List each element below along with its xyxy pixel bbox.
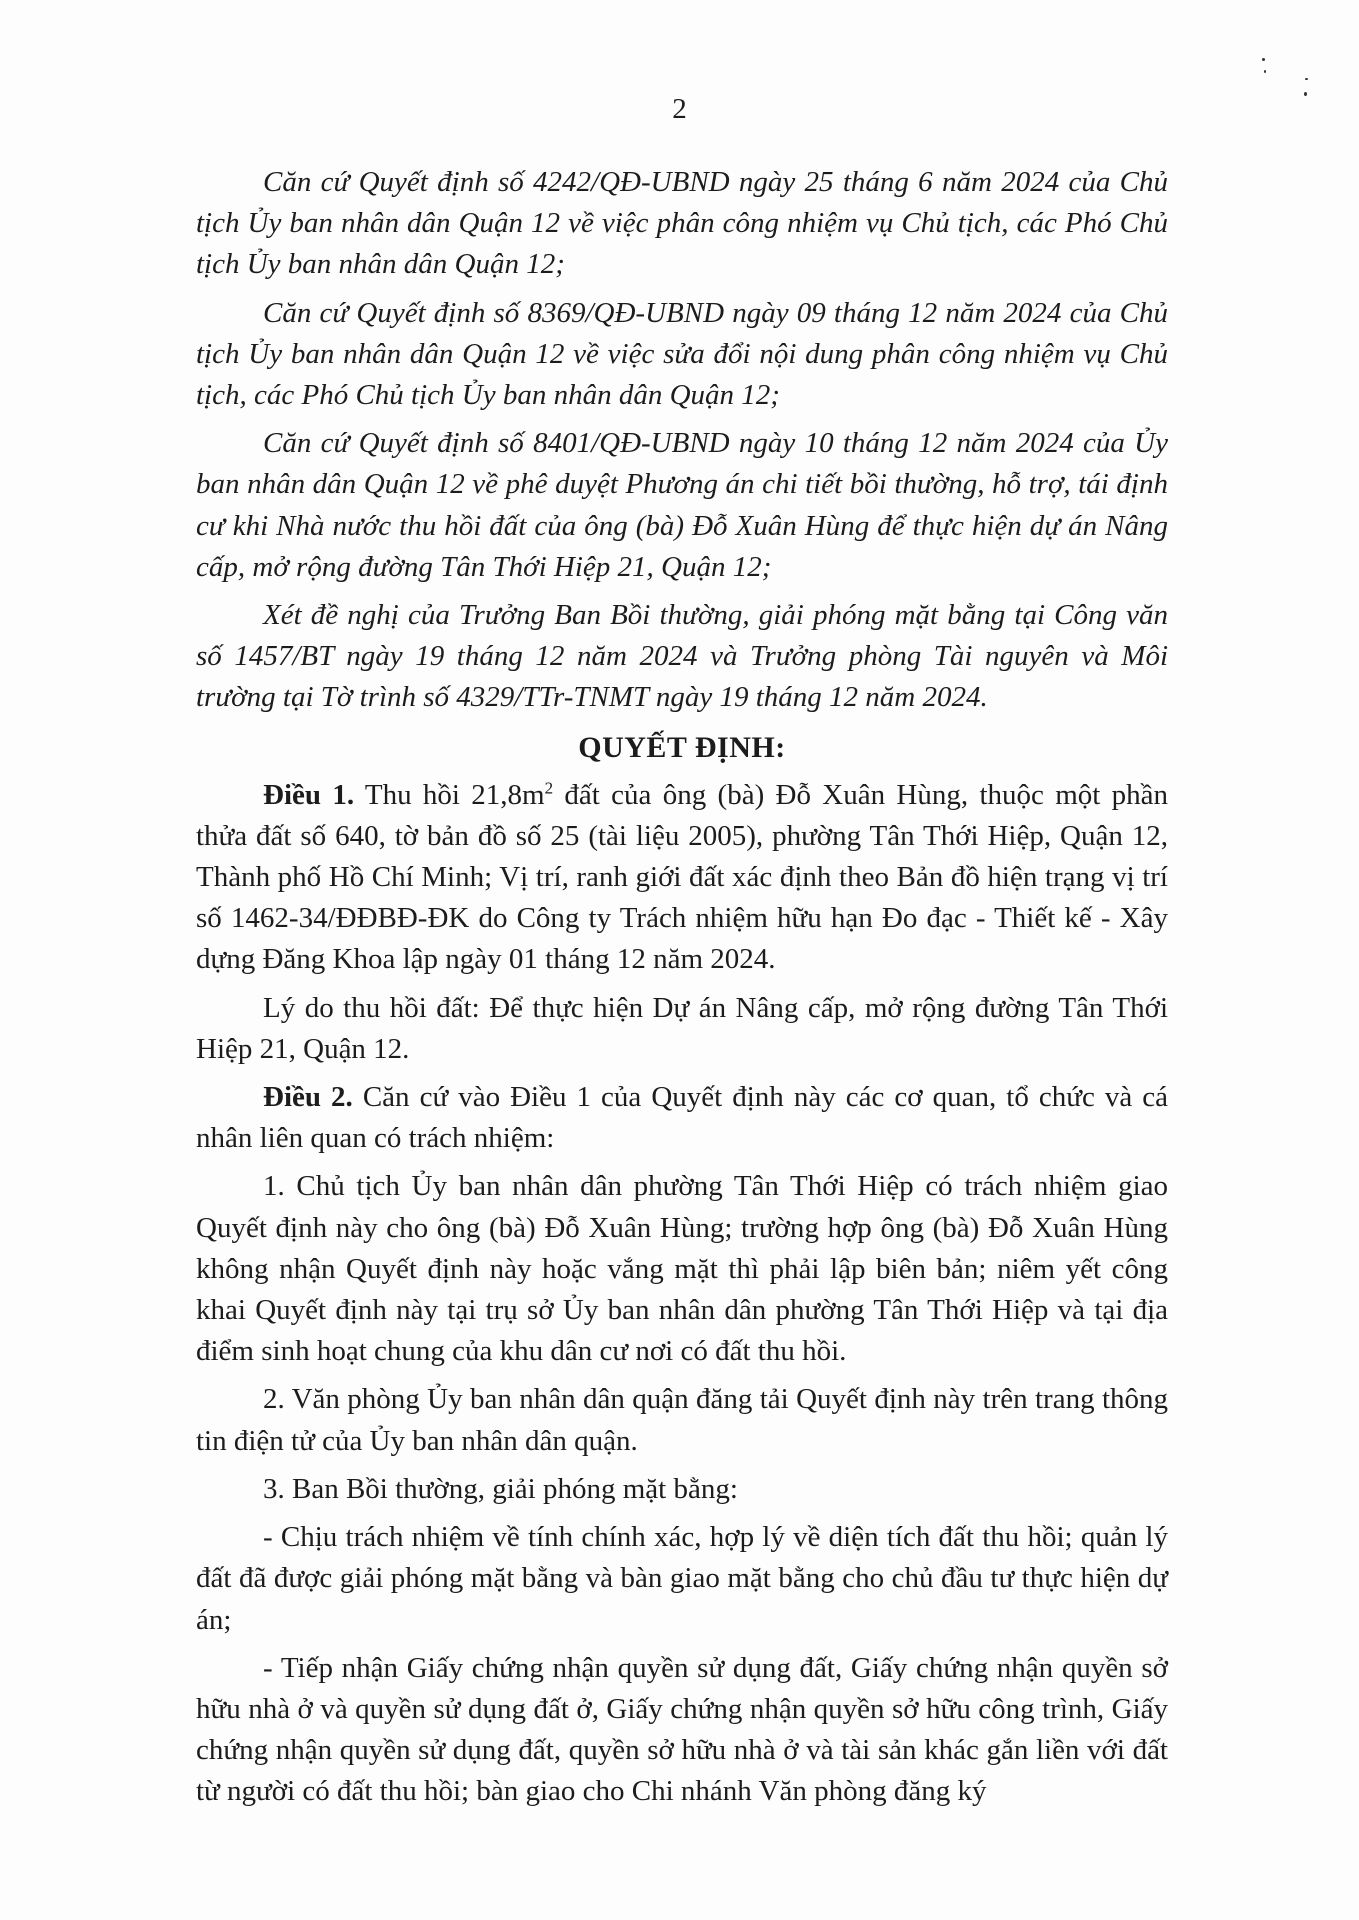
preamble-paragraph: Căn cứ Quyết định số 8369/QĐ-UBND ngày 09 tháng 12 năm 2024 của Chủ tịch Ủy ban nhân dân Quận 12 về việc sửa đổi nội dung phân công nhiệm vụ Chủ tịch, các Phó Chủ tịch Ủy ban nhân dân Quận 12; bbox=[196, 296, 1168, 412]
decision-heading: QUYẾT ĐỊNH: bbox=[578, 730, 786, 764]
preamble-paragraph: Căn cứ Quyết định số 8401/QĐ-UBND ngày 10 tháng 12 năm 2024 của Ủy ban nhân dân Quận 12 về phê duyệt Phương án chi tiết bồi thường, hỗ trợ, tái định cư khi Nhà nước thu hồi đất của ông (bà) Đỗ Xuân Hùng để thực hiện dự án Nâng cấp, mở rộng đường Tân Thới Hiệp 21, Quận 12; bbox=[196, 427, 1168, 583]
scan-speck bbox=[1264, 70, 1266, 73]
area-unit-exponent: 2 bbox=[544, 777, 554, 797]
scan-speck bbox=[1305, 78, 1308, 80]
scan-speck bbox=[1304, 92, 1307, 96]
page-number: 2 bbox=[672, 93, 687, 125]
article-1-paragraph bbox=[196, 775, 1168, 981]
article-2-item: 2. Văn phòng Ủy ban nhân dân quận đăng tải Quyết định này trên trang thông tin điện tử của Ủy ban nhân dân quận. bbox=[196, 1383, 1168, 1457]
article-1-text-cont: đất của ông (bà) Đỗ Xuân Hùng, thuộc một phần thửa đất số 640, tờ bản đồ số 25 (tài liệu 2005), phường Tân Thới Hiệp, Quận 12, Thành phố Hồ Chí Minh; Vị trí, ranh giới đất xác định theo Bản đồ hiện trạng vị trí số 1462-34/ĐĐBĐ-ĐK do Công ty Trách nhiệm hữu hạn Đo đạc - Thiết kế - Xây dựng Đăng Khoa lập ngày 01 tháng 12 năm 2024. bbox=[196, 778, 1168, 976]
article-2-paragraph bbox=[196, 1077, 1168, 1159]
article-2-item: 3. Ban Bồi thường, giải phóng mặt bằng: bbox=[263, 1472, 738, 1505]
article-2-label: Điều 2. bbox=[263, 1081, 353, 1114]
preamble-paragraph: Xét đề nghị của Trưởng Ban Bồi thường, giải phóng mặt bằng tại Công văn số 1457/BT ngày 19 tháng 12 năm 2024 và Trưởng phòng Tài nguyên và Môi trường tại Tờ trình số 4329/TTr-TNMT ngày 19 tháng 12 năm 2024. bbox=[196, 599, 1168, 714]
document-body bbox=[196, 162, 1168, 1820]
preamble-paragraph: Căn cứ Quyết định số 4242/QĐ-UBND ngày 25 tháng 6 năm 2024 của Chủ tịch Ủy ban nhân dân Quận 12 về việc phân công nhiệm vụ Chủ tịch, các Phó Chủ tịch Ủy ban nhân dân Quận 12; bbox=[196, 166, 1168, 281]
article-1-reason: Lý do thu hồi đất: Để thực hiện Dự án Nâng cấp, mở rộng đường Tân Thới Hiệp 21, Quận 12. bbox=[196, 991, 1168, 1065]
article-2-item: - Chịu trách nhiệm về tính chính xác, hợp lý về diện tích đất thu hồi; quản lý đất đã được giải phóng mặt bằng và bàn giao mặt bằng cho chủ đầu tư thực hiện dự án; bbox=[196, 1521, 1168, 1636]
article-1-label: Điều 1. bbox=[263, 778, 355, 811]
article-2-item: - Tiếp nhận Giấy chứng nhận quyền sử dụng đất, Giấy chứng nhận quyền sở hữu nhà ở và quyền sử dụng đất ở, Giấy chứng nhận quyền sở hữu công trình, Giấy chứng nhận quyền sử dụng đất, quyền sở hữu nhà ở và tài sản khác gắn liền với đất từ người có đất thu hồi; bàn giao cho Chi nhánh Văn phòng đăng ký bbox=[196, 1651, 1168, 1808]
scan-speck bbox=[1262, 58, 1265, 61]
article-2-item: 1. Chủ tịch Ủy ban nhân dân phường Tân Thới Hiệp có trách nhiệm giao Quyết định này cho ông (bà) Đỗ Xuân Hùng; trường hợp ông (bà) Đỗ Xuân Hùng không nhận Quyết định này hoặc vắng mặt thì phải lập biên bản; niêm yết công khai Quyết định này tại trụ sở Ủy ban nhân dân phường Tân Thới Hiệp và tại địa điểm sinh hoạt chung của khu dân cư nơi có đất thu hồi. bbox=[196, 1170, 1168, 1368]
article-2-intro: Căn cứ vào Điều 1 của Quyết định này các cơ quan, tổ chức và cá nhân liên quan có trách nhiệm: bbox=[196, 1081, 1169, 1155]
article-1-text: Thu hồi 21,8m bbox=[354, 778, 545, 811]
